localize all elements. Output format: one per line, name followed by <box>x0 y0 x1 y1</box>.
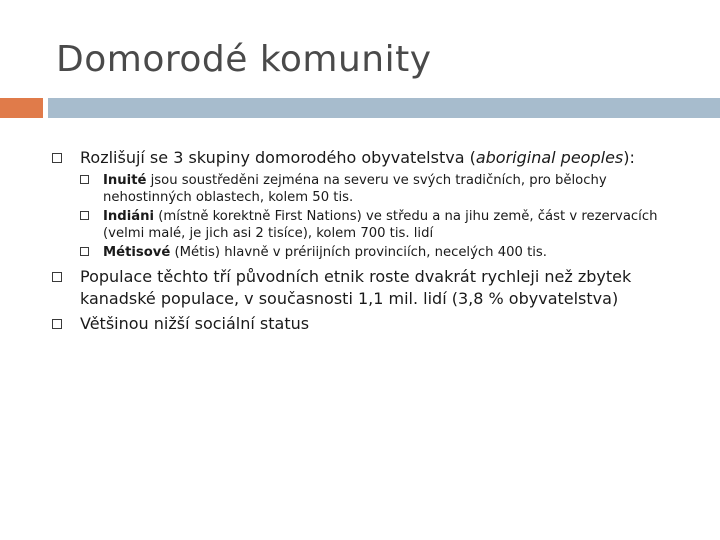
bullet-growth-text: Populace těchto tří původních etnik roste dvakrát rychleji než zbytek kanadské populace, v současnosti 1,1 mil. lidí (3,8 % obyvatelstva) <box>80 267 632 308</box>
group-name: Métisové <box>103 245 171 260</box>
square-bullet-icon <box>80 247 89 256</box>
group-name: Indiáni <box>103 209 155 224</box>
title-accent-bar <box>0 98 43 118</box>
slide-title: Domorodé komunity <box>56 39 432 80</box>
title-accent-fill <box>0 98 43 118</box>
square-bullet-icon <box>52 272 62 282</box>
group-name: Inuité <box>103 173 147 188</box>
bullet-status <box>52 313 692 335</box>
group-description: (místně korektně First Nations) ve středu a na jihu země, část v rezervacích (velmi malé, je jich asi 2 tisíce), kolem 700 tis. lidí <box>103 209 658 241</box>
title-band-fill <box>48 98 720 118</box>
bullet-status-text: Většinou nižší sociální status <box>80 314 310 333</box>
sub-bullet-inuit <box>80 172 692 206</box>
bullet-intro-tail: ): <box>623 148 635 167</box>
title-underline-band <box>48 98 720 118</box>
group-description: jsou soustředěni zejména na severu ve svých tradičních, pro bělochy nehostinných oblastech, kolem 50 tis. <box>103 173 607 205</box>
bullet-list <box>52 147 692 338</box>
group-description: (Métis) hlavně v prériijních provinciích, necelých 400 tis. <box>170 245 547 260</box>
sub-bullet-list <box>80 172 692 261</box>
bullet-growth <box>52 266 692 310</box>
bullet-intro <box>52 147 692 261</box>
square-bullet-icon <box>52 319 62 329</box>
sub-bullet-metis <box>80 244 692 261</box>
bullet-intro-text: Rozlišují se 3 skupiny domorodého obyvatelstva ( <box>80 148 476 167</box>
square-bullet-icon <box>80 211 89 220</box>
bullet-intro-italic: aboriginal peoples <box>475 148 624 167</box>
square-bullet-icon <box>52 153 62 163</box>
sub-bullet-indians <box>80 208 692 242</box>
square-bullet-icon <box>80 175 89 184</box>
